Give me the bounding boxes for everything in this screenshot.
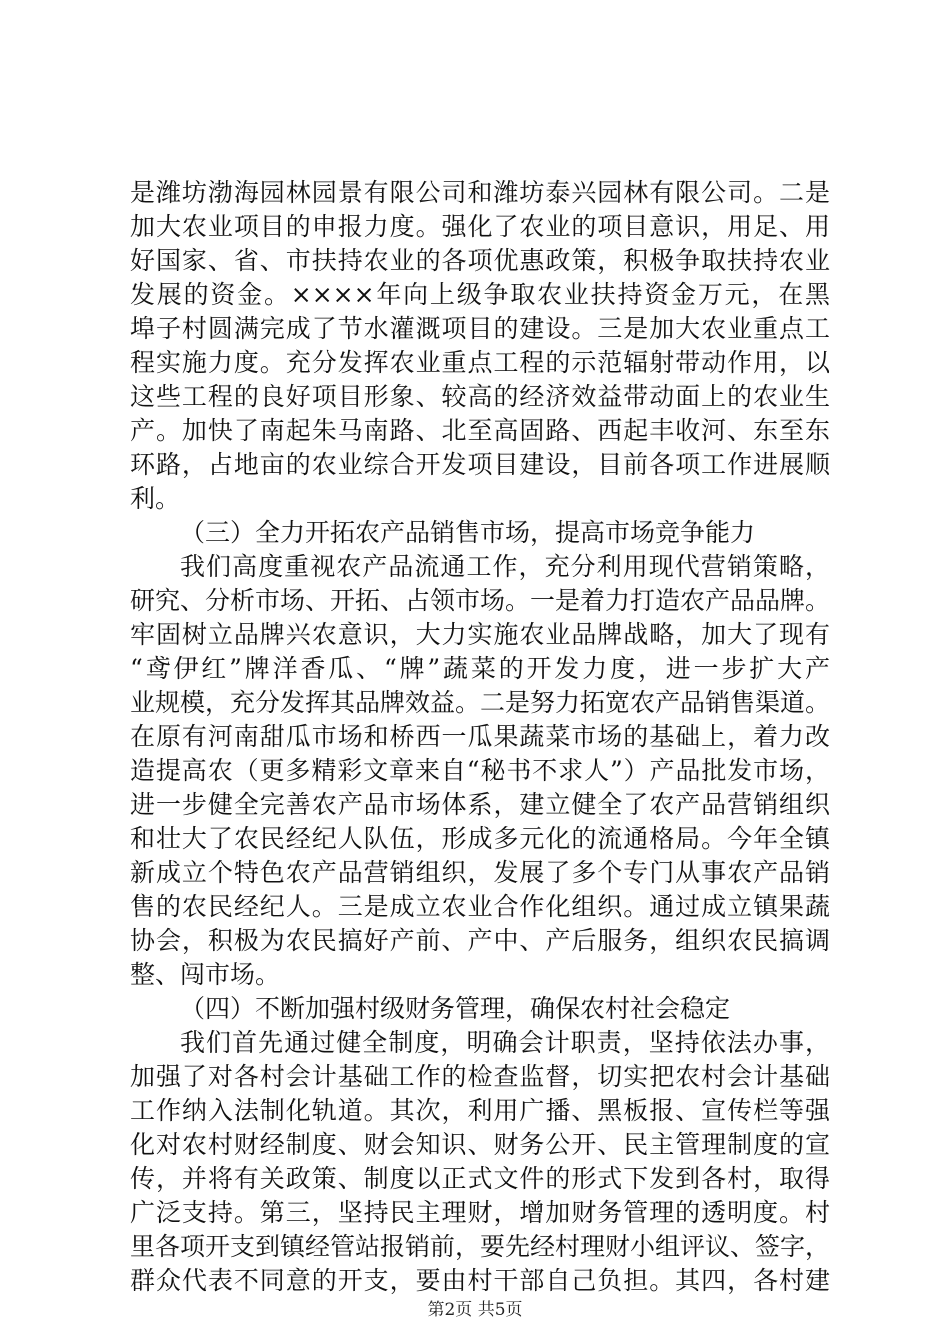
body-line: 利。 [130, 484, 181, 513]
body-line: 环路，占地亩的农业综合开发项目建设，目前各项工作进展顺 [130, 450, 830, 479]
body-line: 加强了对各村会计基础工作的检查监督，切实把农村会计基础 [130, 1062, 830, 1091]
body-line: 协会，积极为农民搞好产前、产中、产后服务，组织农民搞调 [130, 926, 830, 955]
body-line: 发展的资金。××××年向上级争取农业扶持资金万元，在黑 [130, 280, 830, 309]
body-line: 加大农业项目的申报力度。强化了农业的项目意识，用足、用 [130, 212, 830, 241]
body-line: 牢固树立品牌兴农意识，大力实施农业品牌战略，加大了现有 [130, 620, 830, 649]
body-line: 这些工程的良好项目形象、较高的经济效益带动面上的农业生 [130, 382, 830, 411]
section-heading-4: （四）不断加强村级财务管理，确保农村社会稳定 [180, 994, 731, 1023]
body-line: 和壮大了农民经纪人队伍，形成多元化的流通格局。今年全镇 [130, 824, 830, 853]
body-line: 群众代表不同意的开支，要由村干部自己负担。其四，各村建 [130, 1266, 830, 1295]
body-line: 售的农民经纪人。三是成立农业合作化组织。通过成立镇果蔬 [130, 892, 830, 921]
body-line: 新成立个特色农产品营销组织，发展了多个专门从事农产品销 [130, 858, 830, 887]
paragraph-first-line: 我们高度重视农产品流通工作，充分利用现代营销策略， [180, 552, 830, 581]
body-line: 整、闯市场。 [130, 960, 281, 989]
body-line: 在原有河南甜瓜市场和桥西一瓜果蔬菜市场的基础上，着力改 [130, 722, 830, 751]
body-line: 工作纳入法制化轨道。其次，利用广播、黑板报、宣传栏等强 [130, 1096, 830, 1125]
body-line: 进一步健全完善农产品市场体系，建立健全了农产品营销组织 [130, 790, 830, 819]
body-line: 传，并将有关政策、制度以正式文件的形式下发到各村，取得 [130, 1164, 830, 1193]
paragraph-first-line: 我们首先通过健全制度，明确会计职责，坚持依法办事， [180, 1028, 830, 1057]
body-line: 化对农村财经制度、财会知识、财务公开、民主管理制度的宣 [130, 1130, 830, 1159]
body-line: 研究、分析市场、开拓、占领市场。一是着力打造农产品品牌。 [130, 586, 831, 615]
body-line: 业规模，充分发挥其品牌效益。二是努力拓宽农产品销售渠道。 [130, 688, 831, 717]
body-line: 里各项开支到镇经管站报销前，要先经村理财小组评议、签字， [130, 1232, 831, 1261]
body-line: 程实施力度。充分发挥农业重点工程的示范辐射带动作用，以 [130, 348, 830, 377]
body-line: 产。加快了南起朱马南路、北至高固路、西起丰收河、东至东 [130, 416, 830, 445]
section-heading-3: （三）全力开拓农产品销售市场，提高市场竞争能力 [180, 518, 756, 547]
body-line: “鸢伊红”牌洋香瓜、“牌”蔬菜的开发力度，进一步扩大产 [130, 654, 830, 683]
body-line: 造提高农（更多精彩文章来自“秘书不求人”）产品批发市场， [130, 756, 830, 785]
body-line: 埠子村圆满完成了节水灌溉项目的建设。三是加大农业重点工 [130, 314, 830, 343]
body-line: 是潍坊渤海园林园景有限公司和潍坊泰兴园林有限公司。二是 [130, 178, 830, 207]
body-line: 广泛支持。第三，坚持民主理财，增加财务管理的透明度。村 [130, 1198, 830, 1227]
page-footer: 第2页 共5页 [427, 1300, 523, 1320]
body-line: 好国家、省、市扶持农业的各项优惠政策，积极争取扶持农业 [130, 246, 830, 275]
